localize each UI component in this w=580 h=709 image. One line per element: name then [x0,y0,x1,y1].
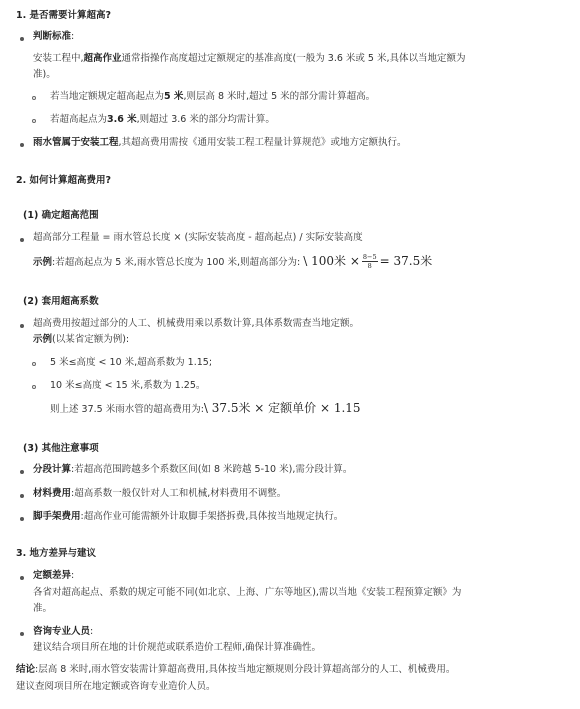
colon: : [71,570,75,581]
coefficient-sub-2: 10 米≤高度 < 15 米,系数为 1.25。 [50,380,206,391]
text: :超高作业可能需额外计取脚手架搭拆费,具体按当地规定执行。 [80,511,344,522]
text: :超高系数一般仅针对人工和机械,材料费用不调整。 [71,488,287,499]
sub-bullet [32,96,36,100]
text: 安装工程中, [33,53,84,64]
bold-term: 雨水管属于安装工程 [33,137,119,148]
bold-term: 定额差异 [33,570,72,581]
consult-line: 建议结合项目所在地的计价规范或联系造价工程师,确保计算准确性。 [33,642,322,653]
bold-term: 3.6 米 [107,114,137,125]
bold-term: 咨询专业人员 [33,626,91,637]
text: (以某省定额为例): [52,334,130,345]
text: ,其超高费用需按《通用安装工程工程量计算规范》或地方定额执行。 [118,137,407,148]
bold-term: 5 米 [164,91,184,102]
example-label: 示例 [33,334,53,345]
bullet [20,470,24,474]
bullet [20,238,24,242]
coefficient-line: 超高费用按超过部分的人工、机械费用乘以系数计算,具体系数需查当地定额。 [33,318,360,329]
example-line-1 [33,253,432,270]
section-3-heading: 3. 地方差异与建议 [16,548,97,559]
quota-diff-line-1: 各省对超高起点、系数的规定可能不同(如北京、上海、广东等地区),需以当地《安装工程预算定额》为 [33,587,462,598]
bold-term: 脚手架费用 [33,511,81,522]
bullet [20,632,24,636]
bullet [20,576,24,580]
coefficient-sub-1: 5 米≤高度 < 10 米,超高系数为 1.15; [50,357,213,368]
bold-term: 超高作业 [83,53,122,64]
colon: : [90,626,94,637]
math-text: \ 100米 × [303,254,360,268]
text: 若超高起点为 [50,114,108,125]
result-line [50,400,361,417]
text: :若超高起点为 5 米,雨水管总长度为 100 米,则超高部分为: [52,257,301,268]
text: 则上述 37.5 米雨水管的超高费用为: [50,404,204,415]
math-text: = 37.5米 [379,254,433,268]
bullet [20,517,24,521]
subsection-1-heading: (1) 确定超高范围 [23,210,99,221]
example-label: 示例 [33,257,53,268]
text: :若超高范围跨越多个系数区间(如 8 米跨越 5-10 米),需分段计算。 [71,464,353,475]
bold-term: 分段计算 [33,464,72,475]
math-expression: \ 37.5米 × 定额单价 × 1.15 [203,401,361,415]
quota-diff-label [33,570,74,583]
subsection-2-heading: (2) 套用超高系数 [23,296,99,307]
note-scaffolding [33,511,343,524]
criteria-label-line [33,31,74,44]
conclusion-line-2: 建议查阅项目所在地定额或咨询专业造价人员。 [16,681,216,692]
criteria-sub-2 [50,114,275,127]
section-1-heading: 1. 是否需要计算超高? [16,10,112,21]
fraction [362,254,378,270]
subsection-3-heading: (3) 其他注意事项 [23,443,99,454]
criteria-line-1 [33,53,466,66]
note-segmented [33,464,352,477]
rain-pipe-line [33,137,407,150]
section-2-heading: 2. 如何计算超高费用? [16,175,112,186]
bullet [20,324,24,328]
bullet [20,143,24,147]
formula-line: 超高部分工程量 = 雨水管总长度 × (实际安装高度 - 超高起点) / 实际安装高度 [33,232,363,243]
math-expression [303,254,432,268]
sub-bullet [32,385,36,389]
text: :层高 8 米时,雨水管安装需计算超高费用,具体按当地定额规则分段计算超高部分的人工、机械费用。 [35,664,456,675]
fraction-numerator: 8−5 [362,252,377,261]
fraction-denominator: 8 [367,262,372,270]
quota-diff-line-2: 准。 [33,603,53,614]
consult-label [33,626,93,639]
criteria-label: 判断标准 [33,31,72,42]
criteria-line-2: 准)。 [33,69,56,80]
criteria-colon: : [71,31,75,42]
text: ,则超过 3.6 米的部分均需计算。 [136,114,275,125]
example-line-2 [33,334,129,347]
text: ,则层高 8 米时,超过 5 米的部分需计算超高。 [183,91,376,102]
text: 通常指操作高度超过定额规定的基准高度(一般为 3.6 米或 5 米,具体以当地定额为 [121,53,466,64]
criteria-sub-1 [50,91,375,104]
bullet [20,494,24,498]
note-materials [33,488,286,501]
sub-bullet [32,119,36,123]
bullet [20,37,24,41]
text: 若当地定额规定超高起点为 [50,91,165,102]
conclusion-line-1 [16,664,455,677]
sub-bullet [32,362,36,366]
bold-term: 材料费用 [33,488,72,499]
conclusion-label: 结论 [16,664,36,675]
